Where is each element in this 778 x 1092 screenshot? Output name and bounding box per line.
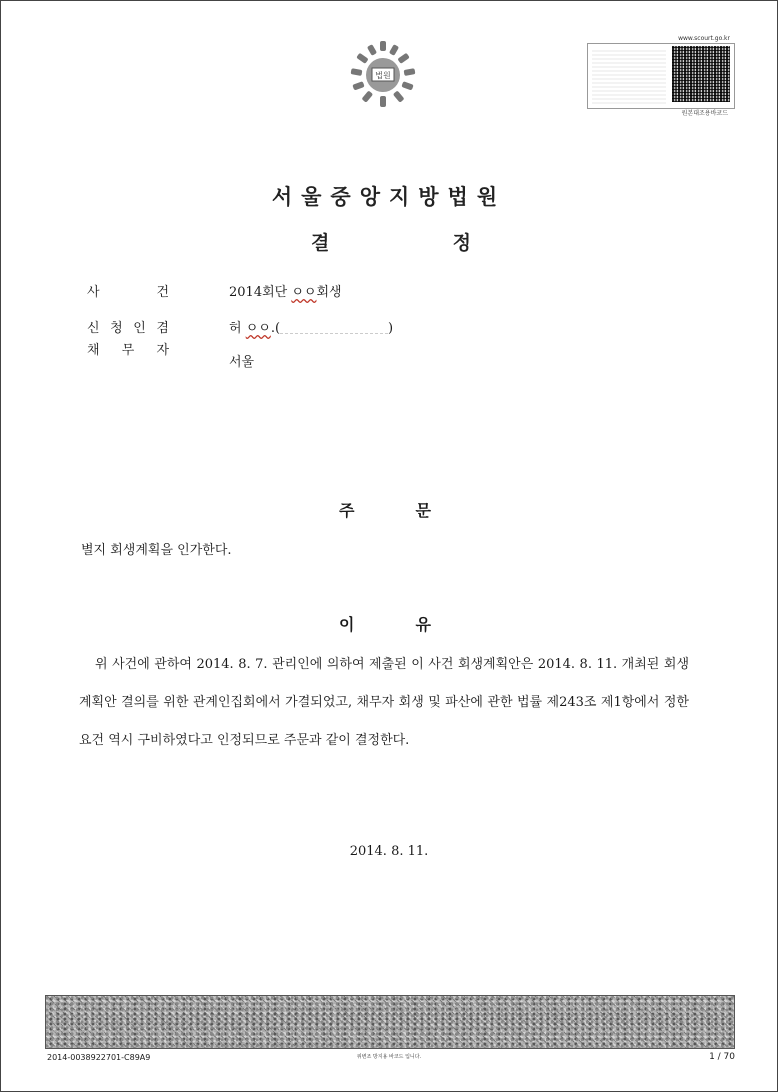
redacted-id [280,319,388,334]
court-name: 서울중앙지방법원 [271,185,507,209]
case-label: 사 건 [87,285,169,300]
barcode-pattern [592,48,666,104]
barcode-url: www.scourt.go.kr [678,35,730,42]
barcode-caption: 원본대조용바코드 [681,110,728,117]
applicant-label: 신 청 인 겸 [87,321,169,336]
page-number: 1 / 70 [709,1052,735,1062]
document-title [311,228,471,255]
applicant-value: 허 ㅇㅇ.( ) [229,321,394,336]
decision-date: 2014. 8. 11. [349,844,429,859]
debtor-address: 서울 [229,355,255,370]
order-text: 별지 회생계획을 인가한다. [81,543,232,558]
qr-code-icon [672,46,730,102]
case-number-value: 2014회단 ㅇㅇ회생 [229,285,342,300]
emblem-label: 법원 [375,71,391,80]
reason-text: 위 사건에 관하여 2014. 8. 7. 관리인에 의하여 제출된 이 사건 회생계획안은 2014. 8. 11. 개최된 회생계획안 결의를 위한 관계인집회에서 가결되었고, 채무자 회생 및 파산에 관한 법률 제243조 제1항에서 정한 요건 역시 구비하였다고 인정되므로 주문과 같이 결정한다. [79,657,689,748]
debtor-label: 채 무 자 [87,343,169,358]
document-code: 2014-0038922701-C89A9 [47,1053,151,1062]
reason-heading: 이 유 [339,615,431,634]
footer-note: 위변조 방지용 바코드 입니다. [356,1054,422,1060]
verification-barcode-box [587,35,735,117]
court-emblem-icon [347,39,419,109]
order-heading: 주 문 [339,501,431,520]
title-char: 결 [311,232,330,254]
title-char: 정 [452,232,471,254]
anti-forgery-barcode [45,995,735,1049]
